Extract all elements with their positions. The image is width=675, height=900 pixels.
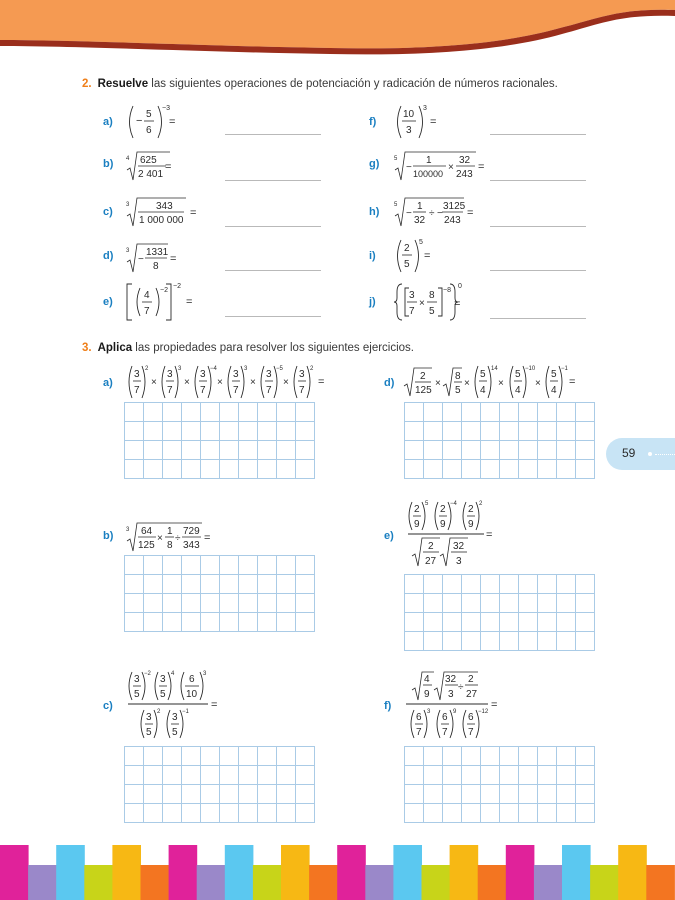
svg-text:2: 2	[479, 501, 483, 507]
svg-text:5: 5	[455, 385, 461, 396]
item-2h-answer-line[interactable]	[490, 226, 586, 227]
svg-text:7: 7	[416, 727, 422, 738]
svg-text:3: 3	[178, 366, 182, 372]
item-3e-label: e)	[384, 530, 394, 542]
svg-text:5: 5	[146, 727, 152, 738]
svg-text:5: 5	[394, 156, 398, 162]
color-bar	[562, 845, 591, 900]
section-3-number: 3.	[82, 342, 92, 354]
color-bar	[56, 845, 85, 900]
section-2-heading	[82, 78, 558, 90]
svg-text:64: 64	[141, 526, 153, 537]
svg-text:×: ×	[535, 378, 541, 389]
svg-text:3: 3	[146, 712, 152, 723]
page-number: 59	[622, 446, 636, 460]
svg-text:3: 3	[134, 674, 140, 685]
svg-text:1331: 1331	[146, 247, 169, 258]
svg-text:1: 1	[426, 155, 432, 166]
svg-text:5: 5	[480, 369, 486, 380]
item-3b-label: b)	[103, 530, 114, 542]
svg-text:−10: −10	[525, 366, 536, 372]
svg-text:×: ×	[498, 378, 504, 389]
svg-text:9: 9	[440, 519, 446, 530]
svg-text:3: 3	[423, 105, 427, 112]
svg-text:4: 4	[424, 674, 430, 685]
svg-text:5: 5	[134, 689, 140, 700]
svg-text:−2: −2	[160, 287, 168, 294]
svg-text:2: 2	[414, 504, 420, 515]
color-bar	[309, 865, 338, 900]
item-3e-answer-grid[interactable]	[404, 574, 595, 651]
item-2i-label: i)	[369, 250, 376, 262]
svg-text:3: 3	[233, 369, 239, 380]
svg-text:×: ×	[448, 162, 454, 173]
svg-text:÷: ÷	[429, 208, 435, 219]
svg-text:8: 8	[455, 371, 461, 382]
color-bar	[197, 865, 226, 900]
item-2d-expression	[124, 238, 204, 278]
svg-text:3: 3	[160, 674, 166, 685]
item-2d-label: d)	[103, 250, 114, 262]
section-3-instruction: las propiedades para resolver los siguientes ejercicios.	[132, 342, 415, 354]
item-3b-expression	[124, 517, 234, 557]
svg-text:3: 3	[167, 369, 173, 380]
svg-text:32: 32	[459, 155, 471, 166]
item-2g-answer-line[interactable]	[490, 180, 586, 181]
item-2j-label: j)	[369, 296, 376, 308]
svg-text:2 401: 2 401	[138, 169, 164, 180]
svg-text:−4: −4	[450, 501, 457, 507]
svg-text:10: 10	[186, 689, 198, 700]
color-bar	[506, 845, 535, 900]
section-2-instruction: las siguientes operaciones de potenciación y radicación de números racionales.	[148, 78, 558, 90]
item-3a-answer-grid[interactable]	[124, 402, 315, 479]
svg-text:4: 4	[515, 385, 521, 396]
svg-text:−: −	[138, 254, 144, 265]
svg-text:7: 7	[167, 385, 173, 396]
svg-text:×: ×	[217, 377, 223, 388]
svg-text:3: 3	[126, 527, 130, 533]
svg-text:=: =	[467, 207, 474, 219]
item-2i-answer-line[interactable]	[490, 270, 586, 271]
item-2f-answer-line[interactable]	[490, 134, 586, 135]
color-bar	[534, 865, 563, 900]
svg-text:−1: −1	[182, 709, 189, 715]
item-2c-answer-line[interactable]	[225, 226, 321, 227]
color-bar	[478, 865, 507, 900]
svg-text:−: −	[437, 208, 443, 219]
item-2f-expression	[392, 102, 472, 142]
page-tab-dotted-line	[655, 454, 675, 455]
item-3b-answer-grid[interactable]	[124, 555, 315, 632]
color-bar	[281, 845, 310, 900]
svg-text:3: 3	[126, 248, 130, 254]
svg-text:5: 5	[515, 369, 521, 380]
color-bar	[28, 865, 57, 900]
svg-text:5: 5	[146, 109, 152, 120]
color-bar	[84, 865, 113, 900]
svg-text:1: 1	[167, 526, 173, 537]
color-bar	[450, 845, 479, 900]
svg-text:125: 125	[415, 385, 432, 396]
svg-text:−2: −2	[173, 283, 181, 290]
svg-text:÷: ÷	[458, 682, 464, 693]
svg-text:7: 7	[442, 727, 448, 738]
svg-text:=: =	[190, 207, 197, 219]
svg-text:−4: −4	[210, 366, 217, 372]
section-2-number: 2.	[82, 78, 92, 90]
bottom-color-bars	[0, 845, 675, 900]
svg-text:32: 32	[445, 674, 457, 685]
svg-text:9: 9	[424, 689, 430, 700]
svg-text:27: 27	[425, 556, 437, 567]
svg-text:125: 125	[138, 540, 155, 551]
color-bar	[646, 865, 675, 900]
item-3e-expression	[402, 498, 512, 572]
section-3-verb: Aplica	[97, 342, 133, 354]
svg-text:×: ×	[283, 377, 289, 388]
svg-text:×: ×	[419, 298, 425, 309]
svg-text:2: 2	[404, 243, 410, 254]
svg-text:7: 7	[200, 385, 206, 396]
svg-text:3: 3	[172, 712, 178, 723]
svg-text:3: 3	[200, 369, 206, 380]
svg-text:×: ×	[157, 533, 163, 544]
svg-text:=: =	[211, 699, 218, 711]
svg-text:3: 3	[299, 369, 305, 380]
svg-text:6: 6	[189, 674, 195, 685]
item-2j-equals	[454, 296, 468, 310]
svg-text:1 000 000: 1 000 000	[139, 215, 184, 226]
svg-text:32: 32	[453, 541, 465, 552]
svg-text:−2: −2	[144, 671, 151, 677]
svg-text:×: ×	[250, 377, 256, 388]
svg-text:7: 7	[134, 385, 140, 396]
color-bar	[393, 845, 422, 900]
item-2a-label: a)	[103, 116, 113, 128]
item-3c-expression	[124, 668, 234, 746]
item-2g-label: g)	[369, 158, 380, 170]
color-bar	[422, 865, 451, 900]
section-3-heading	[82, 342, 414, 354]
svg-text:=: =	[454, 298, 461, 310]
item-3d-expression	[402, 362, 587, 402]
svg-text:2: 2	[157, 709, 161, 715]
svg-text:=: =	[170, 253, 177, 265]
svg-text:5: 5	[419, 239, 423, 246]
svg-text:−: −	[136, 115, 143, 127]
svg-text:243: 243	[456, 169, 473, 180]
svg-text:32: 32	[414, 215, 426, 226]
item-2e-label: e)	[103, 296, 113, 308]
svg-text:2: 2	[310, 366, 314, 372]
svg-text:3: 3	[409, 290, 415, 301]
svg-text:3: 3	[456, 556, 462, 567]
svg-text:×: ×	[464, 378, 470, 389]
svg-text:5: 5	[425, 501, 429, 507]
color-bar	[0, 845, 29, 900]
svg-text:5: 5	[429, 306, 435, 317]
svg-text:6: 6	[416, 712, 422, 723]
svg-text:3: 3	[134, 369, 140, 380]
item-2a-expression	[124, 102, 204, 142]
item-2j-answer-line[interactable]	[490, 318, 586, 319]
svg-text:4: 4	[144, 290, 150, 301]
item-3c-label: c)	[103, 700, 113, 712]
svg-text:5: 5	[394, 202, 398, 208]
svg-text:14: 14	[491, 366, 498, 372]
svg-text:×: ×	[435, 378, 441, 389]
item-3d-answer-grid[interactable]	[404, 402, 595, 479]
svg-text:−3: −3	[162, 105, 170, 112]
color-bar	[337, 845, 366, 900]
svg-text:9: 9	[468, 519, 474, 530]
item-3f-expression	[402, 668, 512, 746]
color-bar	[365, 865, 394, 900]
page-tab-dot	[648, 452, 652, 456]
svg-text:2: 2	[468, 504, 474, 515]
svg-text:2: 2	[145, 366, 149, 372]
svg-text:3: 3	[448, 689, 454, 700]
svg-text:5: 5	[404, 259, 410, 270]
svg-text:7: 7	[468, 727, 474, 738]
svg-text:0: 0	[458, 283, 462, 290]
svg-text:3: 3	[427, 709, 431, 715]
svg-text:343: 343	[156, 201, 173, 212]
color-bar	[141, 865, 170, 900]
svg-text:=: =	[478, 161, 485, 173]
svg-text:6: 6	[146, 125, 152, 136]
svg-text:7: 7	[409, 306, 415, 317]
svg-text:4: 4	[551, 385, 557, 396]
item-2b-answer-line[interactable]	[225, 180, 321, 181]
item-3d-label: d)	[384, 377, 395, 389]
color-bar	[618, 845, 647, 900]
svg-text:5: 5	[551, 369, 557, 380]
svg-text:×: ×	[184, 377, 190, 388]
svg-text:=: =	[165, 161, 172, 173]
svg-text:=: =	[204, 532, 211, 544]
svg-text:−: −	[406, 162, 412, 173]
item-2b-label: b)	[103, 158, 114, 170]
svg-text:=: =	[424, 250, 431, 262]
svg-text:100000: 100000	[413, 169, 444, 179]
color-bar	[253, 865, 282, 900]
svg-text:6: 6	[468, 712, 474, 723]
svg-text:4: 4	[171, 671, 175, 677]
svg-text:2: 2	[420, 371, 426, 382]
svg-text:=: =	[430, 116, 437, 128]
item-2i-expression	[392, 236, 472, 276]
item-2e-expression	[124, 280, 214, 324]
svg-text:8: 8	[153, 261, 159, 272]
item-2c-expression	[124, 192, 214, 232]
item-3f-label: f)	[384, 700, 392, 712]
item-2j-expression	[392, 280, 482, 324]
svg-text:6: 6	[442, 712, 448, 723]
item-2h-label: h)	[369, 206, 380, 218]
svg-text:8: 8	[167, 540, 173, 551]
svg-text:=: =	[186, 296, 193, 308]
svg-text:−5: −5	[276, 366, 283, 372]
svg-text:−12: −12	[478, 709, 489, 715]
item-2h-expression	[392, 192, 497, 232]
svg-text:5: 5	[172, 727, 178, 738]
item-3c-answer-grid[interactable]	[124, 746, 315, 823]
svg-text:−: −	[406, 208, 412, 219]
svg-text:3: 3	[244, 366, 248, 372]
svg-text:2: 2	[440, 504, 446, 515]
svg-text:9: 9	[414, 519, 420, 530]
item-2c-label: c)	[103, 206, 113, 218]
item-2d-answer-line[interactable]	[225, 270, 321, 271]
svg-text:3: 3	[266, 369, 272, 380]
item-2f-label: f)	[369, 116, 377, 128]
svg-text:729: 729	[183, 526, 200, 537]
svg-text:2: 2	[428, 541, 434, 552]
svg-text:4: 4	[126, 156, 130, 162]
item-2g-expression	[392, 146, 497, 186]
item-2b-expression	[124, 146, 204, 186]
svg-text:3: 3	[203, 671, 207, 677]
svg-text:7: 7	[299, 385, 305, 396]
color-bar	[169, 845, 198, 900]
item-2e-answer-line[interactable]	[225, 316, 321, 317]
svg-text:8: 8	[429, 290, 435, 301]
svg-text:343: 343	[183, 540, 200, 551]
svg-text:5: 5	[160, 689, 166, 700]
svg-text:−1: −1	[561, 366, 568, 372]
color-bar	[112, 845, 141, 900]
svg-text:7: 7	[233, 385, 239, 396]
svg-text:2: 2	[468, 674, 474, 685]
svg-text:243: 243	[444, 215, 461, 226]
svg-text:7: 7	[266, 385, 272, 396]
item-3a-expression	[124, 362, 339, 402]
svg-text:10: 10	[403, 109, 415, 120]
item-3a-label: a)	[103, 377, 113, 389]
item-3f-answer-grid[interactable]	[404, 746, 595, 823]
svg-text:×: ×	[151, 377, 157, 388]
svg-text:9: 9	[453, 709, 457, 715]
svg-text:=: =	[491, 699, 498, 711]
color-bar	[590, 865, 619, 900]
svg-text:3125: 3125	[443, 201, 466, 212]
section-2-verb: Resuelve	[97, 78, 149, 90]
top-banner	[0, 0, 675, 60]
svg-text:3: 3	[406, 125, 412, 136]
svg-text:625: 625	[140, 155, 157, 166]
svg-text:1: 1	[417, 201, 423, 212]
svg-text:4: 4	[480, 385, 486, 396]
svg-text:7: 7	[144, 306, 150, 317]
svg-text:=: =	[318, 376, 325, 388]
item-2a-answer-line[interactable]	[225, 134, 321, 135]
svg-text:=: =	[169, 116, 176, 128]
svg-text:−8: −8	[443, 287, 451, 294]
svg-text:=: =	[486, 529, 493, 541]
svg-text:=: =	[569, 376, 576, 388]
svg-text:27: 27	[466, 689, 478, 700]
svg-text:÷: ÷	[175, 533, 181, 544]
color-bar	[225, 845, 254, 900]
svg-text:3: 3	[126, 202, 130, 208]
